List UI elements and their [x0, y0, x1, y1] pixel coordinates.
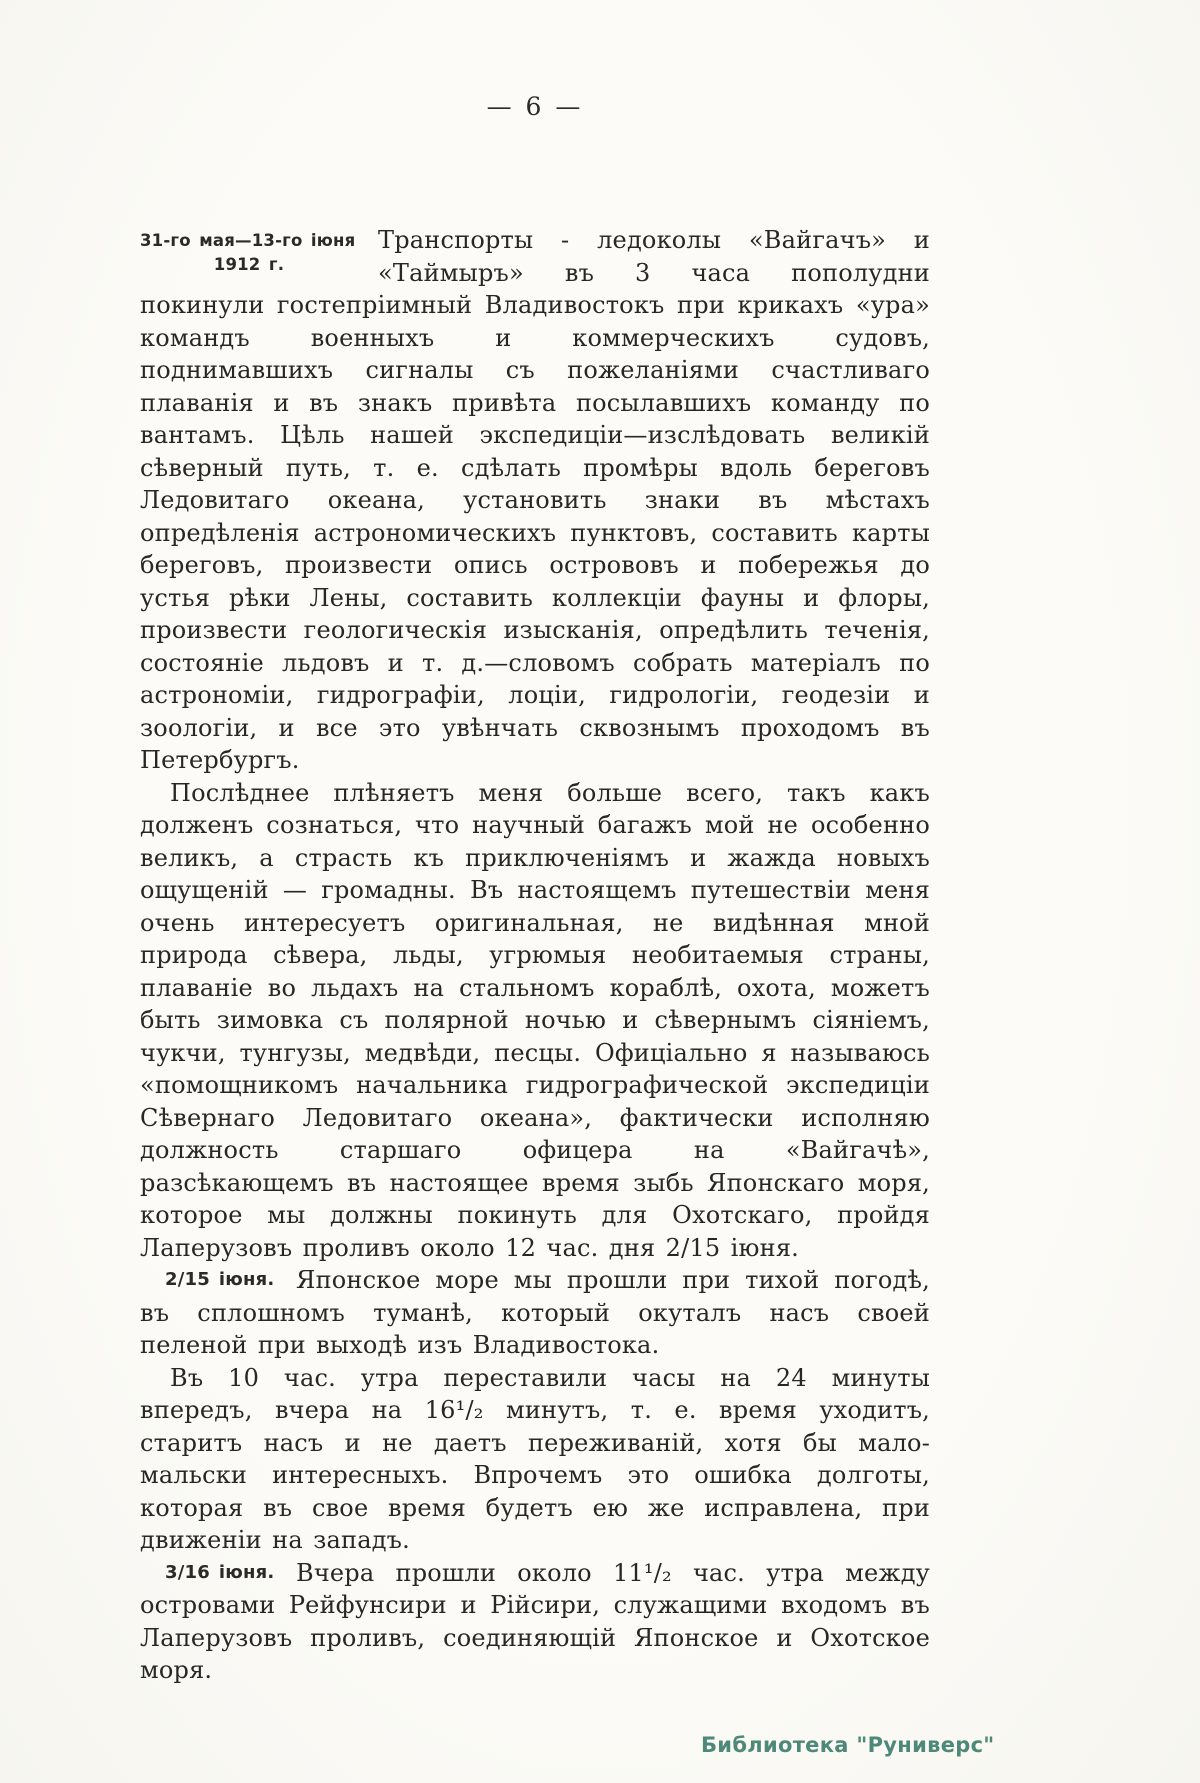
paragraph-clocks-adjusted: [140, 1362, 930, 1557]
text-column: [140, 224, 930, 1687]
margin-date-note: [140, 224, 378, 277]
paragraph-text: Въ 10 час. утра переставили часы на 24 минуты впередъ, вчера на 16¹/₂ минутъ, т. е. время уходитъ, старитъ насъ и не даетъ переживаній, хотя бы мало-мальски интересныхъ. Впрочемъ это ошибка долготы, которая въ свое время будетъ ею же исправлена, при движеніи на западъ.: [140, 1363, 930, 1554]
paragraph-text: Транспорты - ледоколы «Вайгачъ» и «Таймыръ» въ 3 часа пополудни покинули гостепріимный Владивостокъ при крикахъ «ура» командъ военныхъ и коммерческихъ судовъ, поднимавшихъ сигналы съ пожеланіями счастливаго плаванія и въ знакъ привѣта посылавшихъ команду по вантамъ. Цѣль нашей экспедиціи—изслѣдовать великій сѣверный путь, т. е. сдѣлать промѣры вдоль береговъ Ледовитаго океана, установить знаки въ мѣстахъ опредѣленія астрономическихъ пунктовъ, составить карты береговъ, произвести опись острововъ и побережья до устья рѣки Лены, составить коллекціи фауны и флоры, произвести геологическія изысканія, опредѣлить теченія, состояніе льдовъ и т. д.—словомъ собрать матеріалъ по астрономіи, гидрографіи, лоціи, гидрологіи, геодезіи и зоологіи, и все это увѣнчать сквознымъ проходомъ въ Петербургъ.: [140, 226, 930, 774]
margin-date-line1: 31-го мая—13-го іюня: [140, 231, 356, 250]
paragraph-sea-of-japan: [140, 1264, 930, 1362]
paragraph-laperouse-strait: [140, 1557, 930, 1687]
paragraph-expedition-start: [140, 224, 930, 777]
margin-date-note: 2/15 іюня.: [165, 1269, 275, 1290]
paragraph-text: Послѣднее плѣняетъ меня больше всего, такъ какъ долженъ сознаться, что научный багажъ мой не особенно великъ, а страсть къ приключеніямъ и жажда новыхъ ощущеній — громадны. Въ настоящемъ путешествіи меня очень интересуетъ оригинальная, не видѣнная мной природа сѣвера, льды, угрюмыя необитаемыя страны, плаваніе во льдахъ на стальномъ кораблѣ, охота, можетъ быть зимовка съ полярной ночью и сѣвернымъ сіяніемъ, чукчи, тунгузы, медвѣди, песцы. Офиціально я называюсь «помощникомъ начальника гидрографической экспедиціи Сѣвернаго Ледовитаго океана», фактически исполняю должность старшаго офицера на «Вайгачѣ», разсѣкающемъ въ настоящее время зыбь Японскаго моря, которое мы должны покинуть для Охотскаго, пройдя Лаперузовъ проливъ около 12 час. дня 2/15 іюня.: [140, 778, 930, 1262]
paragraph-text: Вчера прошли около 11¹/₂ час. утра между островами Рейфунсири и Рійсири, служащими входомъ въ Лаперузовъ проливъ, соединяющій Японское и Охотское моря.: [140, 1558, 930, 1684]
page-number: — 6 —: [486, 92, 584, 121]
paragraph-text: Японское море мы прошли при тихой погодѣ, въ сплошномъ туманѣ, который окуталъ насъ своей пеленой при выходѣ изъ Владивостока.: [140, 1266, 930, 1359]
paragraph-personal-motives: [140, 777, 930, 1265]
margin-date-note: 3/16 іюня.: [165, 1561, 275, 1583]
library-watermark: Библиотека "Руниверс": [701, 1733, 995, 1757]
margin-date-line2: 1912 г.: [213, 255, 285, 274]
